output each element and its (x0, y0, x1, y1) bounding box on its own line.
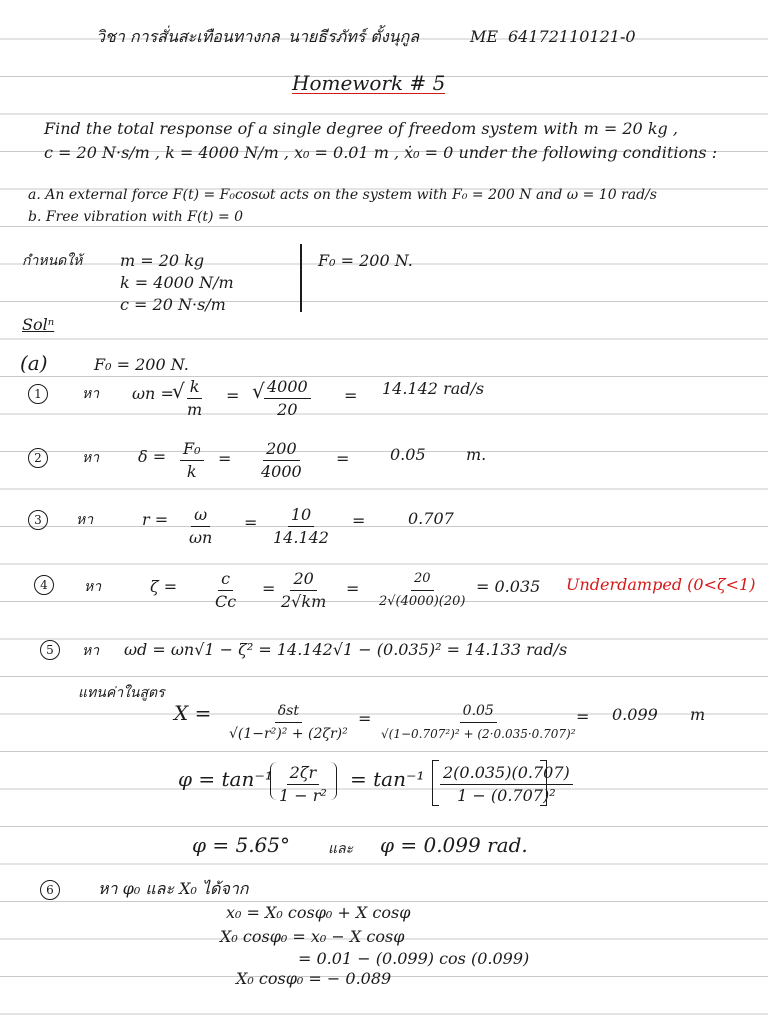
phase-lhs: φ = tan⁻¹ (178, 767, 273, 791)
equals-sign: = (358, 709, 372, 728)
substitute-label: แทนค่าในสูตร (78, 685, 165, 701)
step-2-unit: m. (466, 445, 487, 464)
given-divider (300, 244, 302, 312)
step-5-expression: ωd = ωn√1 − ζ² = 14.142√1 − (0.035)² = 14.133 rad/s (124, 640, 568, 659)
underdamped-note: Underdamped (0<ζ<1) (566, 575, 756, 594)
amplitude-frac-2: $\frac{0.05}{\text{√(1−0.707²)² + (2·0.035·0.707)²}}$ (381, 703, 576, 741)
step-5-number: 5 (40, 640, 60, 660)
step-1-frac-1: $\frac{k}{m}$ (187, 377, 203, 419)
step-6-eq-1: x₀ = X₀ cosφ₀ + X cosφ (226, 903, 411, 922)
step-3-find: หา (76, 512, 94, 528)
step-1-lhs: ωn = (132, 384, 174, 403)
step-3-frac-2: $\frac{10}{14.142}$ (273, 505, 329, 547)
step-4-number: 4 (34, 575, 54, 595)
step-3-frac-1: $\frac{\omega}{\omega n}$ (189, 505, 213, 547)
equals-sign: = (352, 511, 366, 530)
and-word: และ (328, 841, 354, 857)
equals-sign: = (336, 449, 350, 468)
subject-text: วิชา การสั่นสะเทือนทางกล (96, 27, 280, 46)
step-1-find: หา (82, 386, 100, 402)
step-4-find: หา (84, 579, 102, 595)
step-1-result: 14.142 rad/s (382, 379, 485, 398)
step-2-result: 0.05 (390, 445, 426, 464)
student-id: 64172110121-0 (508, 27, 636, 46)
equals-sign: = (576, 707, 590, 726)
step-5-find: หา (82, 643, 100, 659)
step-6-eq-4: X₀ cosφ₀ = − 0.089 (236, 969, 392, 988)
condition-b: b. Free vibration with F(t) = 0 (28, 209, 244, 225)
program-code: ME (470, 27, 499, 46)
step-3-lhs: r = (142, 510, 169, 529)
phase-radians: φ = 0.099 rad. (380, 833, 528, 857)
step-4-frac-2: $\frac{20}{2√km}$ (281, 569, 327, 611)
step-1-frac-2: $\frac{4000}{20}$ (264, 378, 311, 419)
phase-eq-tan: = tan⁻¹ (350, 767, 425, 791)
condition-a: a. An external force F(t) = F₀cosωt acts on the system with F₀ = 200 N and ω = 10 rad/s (28, 187, 657, 203)
step-2-find: หา (82, 450, 100, 466)
step-4-lhs: ζ = (150, 577, 178, 596)
step-2-frac-2: $\frac{200}{4000}$ (261, 439, 302, 481)
bracket-right (540, 760, 547, 806)
amplitude-lhs: X = (174, 701, 212, 725)
amplitude-frac-1: δst √(1−r²)² + (2ζr)² (229, 703, 348, 742)
bracket-left (432, 760, 439, 806)
solution-label: Solⁿ (22, 315, 55, 334)
student-name: นายธีรภัทร์ ตั้งนุกูล (288, 27, 420, 46)
given-c: c = 20 N·s/m (120, 295, 226, 314)
problem-line-1: Find the total response of a single degree of freedom system with m = 20 kg , (44, 119, 678, 138)
step-6-number: 6 (40, 880, 60, 900)
given-label: กำหนดให้ (22, 253, 83, 269)
sqrt-symbol: √ (252, 379, 265, 403)
sqrt-symbol: √ (172, 379, 185, 403)
phase-frac-1: $\frac{2\zeta r}{\text{1 − r²}}$ (279, 763, 327, 805)
amplitude-result: 0.099 (612, 705, 658, 724)
step-2-number: 2 (28, 448, 48, 468)
phase-frac-2: $\frac{2(0.035)(0.707)}{\text{1 − (0.707)²}}$ (440, 764, 573, 805)
equals-sign: = (346, 579, 360, 598)
step-2-frac-1: $\frac{\text{F₀}}{k}$ (180, 440, 204, 481)
page-title: Homework # 5 (292, 71, 446, 95)
problem-line-2: c = 20 N·s/m , k = 4000 N/m , x₀ = 0.01 m , ẋ₀ = 0 under the following conditions : (44, 143, 718, 162)
step-4-frac-3: $\frac{20}{2√(4000)(20)}$ (379, 571, 466, 609)
step-3-number: 3 (28, 510, 48, 530)
step-4-frac-1: $\frac{c}{Cc}$ (215, 569, 237, 611)
equals-sign: = (344, 386, 358, 405)
equals-sign: = (226, 386, 240, 405)
phase-degrees: φ = 5.65° (192, 833, 291, 857)
equals-sign: = (218, 449, 232, 468)
given-k: k = 4000 N/m (120, 273, 234, 292)
part-a-label: (a) (20, 351, 48, 375)
equals-sign: = (244, 513, 258, 532)
part-a-f0: F₀ = 200 N. (94, 355, 189, 374)
given-f0: F₀ = 200 N. (318, 251, 413, 270)
paren-right (330, 762, 337, 800)
step-2-lhs: δ = (138, 447, 167, 466)
step-6-eq-3: = 0.01 − (0.099) cos (0.099) (298, 949, 530, 968)
amplitude-unit: m (690, 705, 706, 724)
step-3-result: 0.707 (408, 509, 454, 528)
step-6-eq-2: X₀ cosφ₀ = x₀ − X cosφ (220, 927, 405, 946)
step-1-number: 1 (28, 384, 48, 404)
step-6-text: หา φ₀ และ X₀ ได้จาก (98, 879, 249, 898)
step-4-result: = 0.035 (476, 577, 541, 596)
equals-sign: = (262, 579, 276, 598)
given-m: m = 20 kg (120, 251, 205, 270)
